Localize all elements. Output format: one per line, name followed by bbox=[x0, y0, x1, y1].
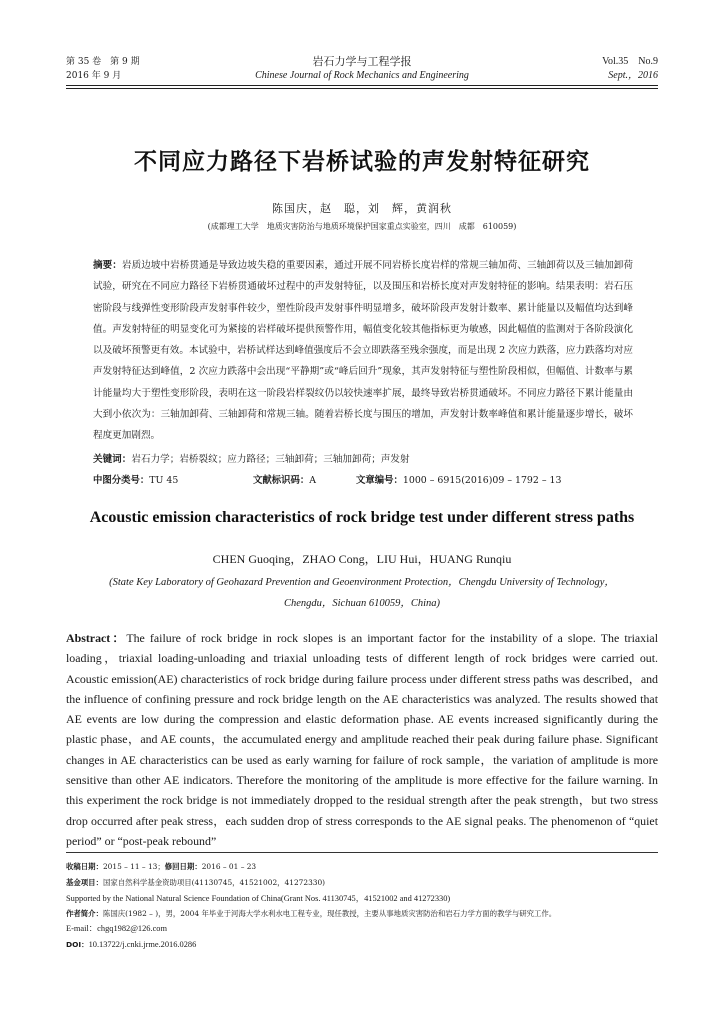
received-label: 收稿日期： bbox=[66, 862, 103, 871]
doc-code-label: 文献标识码： bbox=[253, 475, 310, 486]
cn-title: 不同应力路径下岩桥试验的声发射特征研究 bbox=[134, 149, 590, 175]
cn-abstract bbox=[93, 255, 633, 447]
clc-value: TU 45 bbox=[149, 475, 179, 486]
fund-text: 国家自然科学基金资助项目(41130745，41521002，41272330) bbox=[102, 878, 326, 887]
cn-affiliation: (成都理工大学 地质灾害防治与地质环境保护国家重点实验室，四川 成都 610059) bbox=[207, 222, 517, 231]
article-no-label: 文章编号： bbox=[356, 475, 403, 486]
en-title: Acoustic emission characteristics of rock bridge test under different stress paths bbox=[89, 509, 635, 526]
doc-code-value: A bbox=[309, 475, 317, 486]
footnote-doi bbox=[66, 938, 666, 952]
doi-value: 10.13722/j.cnki.jrme.2016.0286 bbox=[88, 940, 197, 949]
footnote-dates bbox=[66, 860, 666, 874]
en-abstract bbox=[66, 628, 658, 851]
en-affiliation bbox=[66, 572, 658, 614]
cn-authors: 陈国庆，赵 聪，刘 辉，黄润秋 bbox=[272, 202, 452, 215]
header-date-cn: 2016 年 9 月 bbox=[66, 71, 122, 81]
received-date: 2015 – 11 – 13； bbox=[102, 862, 165, 871]
author-bio-label: 作者简介： bbox=[66, 909, 103, 918]
header-row-top bbox=[66, 55, 658, 69]
footnote-fund bbox=[66, 876, 666, 890]
doc-code-field bbox=[253, 474, 316, 488]
clc-label: 中图分类号： bbox=[93, 475, 150, 486]
footnote-fund-en: Supported by the National Natural Science Foundation of China(Grant Nos. 41130745，41521002 and 41272330) bbox=[66, 894, 451, 903]
fund-label: 基金项目： bbox=[66, 878, 103, 887]
article-no-value: 1000 – 6915(2016)09 – 1792 – 13 bbox=[402, 475, 562, 486]
doi-label: DOI： bbox=[66, 940, 89, 949]
header-journal-cn: 岩石力学与工程学报 bbox=[312, 55, 412, 68]
header-volume-cn: 第 35 卷 第 9 期 bbox=[66, 57, 140, 67]
footnote-author bbox=[66, 907, 666, 921]
header-volume-en: Vol.35 No.9 bbox=[602, 56, 658, 67]
footnote-rule bbox=[66, 852, 658, 853]
article-no-field bbox=[356, 474, 561, 488]
header-journal-en: Chinese Journal of Rock Mechanics and Engineering bbox=[255, 70, 469, 81]
en-affiliation-line1: (State Key Laboratory of Geohazard Prevention and Geoenvironment Protection，Chengdu University of Technology， bbox=[109, 577, 615, 588]
header-rule-top bbox=[66, 85, 658, 86]
author-bio-text: 陈国庆(1982 – )，男，2004 年毕业于河海大学水利水电工程专业，现任教授，主要从事地质灾害防治和岩石力学方面的教学与研究工作。 bbox=[102, 909, 557, 918]
header-row-bottom bbox=[66, 69, 658, 83]
en-affiliation-line2: Chengdu，Sichuan 610059，China) bbox=[283, 598, 441, 609]
header-date-en: Sept.，2016 bbox=[608, 70, 658, 81]
en-abstract-label: Abstract： bbox=[66, 631, 127, 645]
revised-date: 2016 – 01 – 23 bbox=[201, 862, 257, 871]
cn-keywords bbox=[93, 453, 633, 467]
revised-label: 修回日期： bbox=[164, 862, 202, 871]
en-abstract-text: The failure of rock bridge in rock slopes is an important factor for the instability of a slope. The triaxial loading，triaxial loading-unloading and triaxial unloading tests of different length of rock bridges were carried out. Acoustic emission(AE) characteristics of rock bridge during failure process under different stress paths was described，and the influence of confining pressure and rock bridge length on the AE characteristics was analyzed. The results showed that AE events are low during the compression and elastic deformation phase. AE events increased significantly during the plastic phase，and AE counts，the accumulated energy and amplitude reached their peak during failure phase. Significant changes in AE characteristics can be used as early warning for failure of rock sample，the variation of amplitude is more sensitive than other AE indicators. Therefore the monitoring of the amplitude is more effective for the failure warning. In this experiment the rock bridge is not immediately dropped to the residual strength after the peak strength，but two stress drop occurred after peak stress，each sudden drop of stress corresponds to the AE signal peaks. The phenomenon of “quiet period” or “post-peak rebound” bbox=[66, 631, 658, 848]
header-rule-bottom bbox=[66, 88, 658, 89]
cn-keywords-label: 关键词： bbox=[93, 454, 132, 465]
cn-abstract-label: 摘要： bbox=[93, 260, 122, 271]
footnote-email: E-mail：chgq1982@126.com bbox=[66, 924, 167, 933]
clc-field bbox=[93, 474, 178, 488]
en-authors: CHEN Guoqing，ZHAO Cong，LIU Hui，HUANG Runqiu bbox=[212, 552, 512, 566]
cn-keywords-text: 岩石力学；岩桥裂纹；应力路径；三轴卸荷；三轴加卸荷；声发射 bbox=[131, 454, 410, 465]
cn-abstract-text: 岩质边坡中岩桥贯通是导致边坡失稳的重要因素，通过开展不同岩桥长度岩样的常规三轴加荷、三轴卸荷以及三轴加卸荷试验，研究在不同应力路径下岩桥贯通破坏过程中的声发射特征，以及围压和岩桥长度对声发射特征的影响。结果表明：岩石压密阶段与线弹性变形阶段声发射事件较少，塑性阶段声发射事件明显增多，破坏阶段声发射计数率、累计能量以及幅值均达到峰值。声发射特征的明显变化可为紧接的岩样破坏提供预警作用，幅值变化较其他指标更为敏感，因此幅值的监测对于各阶段演化以及破坏预警更有效。本试验中，岩桥试样达到峰值强度后不会立即跌落至残余强度，而是出现 2 次应力跌落，应力跌落均对应声发射特征达到峰值，2 次应力跌落中会出现“平静期”或“峰后回升”现象，其声发射特征与塑性阶段相似，但幅值、计数率与累计能量均大于塑性变形阶段，表明在这一阶段岩样裂纹仍以较快速率扩展，最终导致岩桥贯通破坏。不同应力路径下累计能量由大到小依次为：三轴加卸荷、三轴卸荷和常规三轴。随着岩桥长度与围压的增加，声发射计数率峰值和累计能量逐步增长，破坏程度更加剧烈。 bbox=[93, 260, 634, 442]
